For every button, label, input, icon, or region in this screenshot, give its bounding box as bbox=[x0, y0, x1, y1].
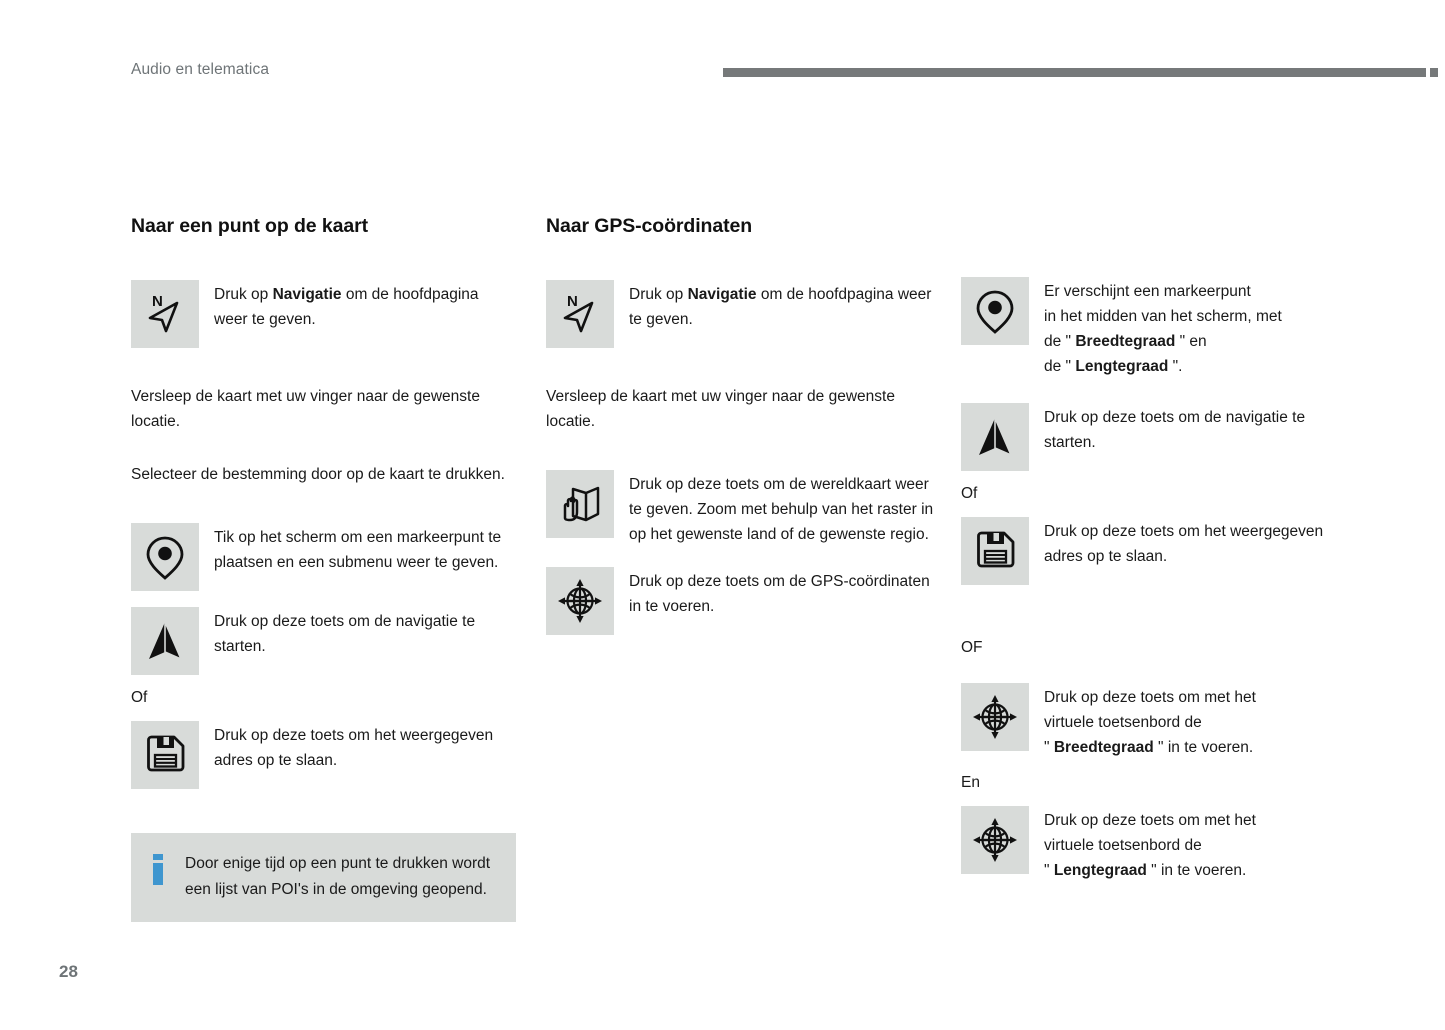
column-1-paragraph-1: Versleep de kaart met uw vinger naar de gewenste locatie. bbox=[131, 388, 480, 430]
text-pre: Druk op bbox=[629, 286, 688, 303]
navigation-arrow-icon[interactable] bbox=[961, 403, 1029, 471]
text-bold: Navigatie bbox=[272, 286, 342, 303]
map-pin-icon[interactable] bbox=[131, 523, 199, 591]
svg-text:N: N bbox=[152, 293, 163, 310]
row-marker-appears-text bbox=[1044, 277, 1282, 379]
column-3-or-label-2: OF bbox=[961, 639, 983, 656]
globe-arrows-icon[interactable] bbox=[961, 806, 1029, 874]
longitude-line-3-bold: Lengtegraad bbox=[1053, 862, 1147, 879]
longitude-line-2: virtuele toetsenbord de bbox=[1044, 837, 1202, 854]
navigation-arrow-icon[interactable] bbox=[131, 607, 199, 675]
marker-line-4 bbox=[1044, 354, 1282, 379]
column-1-paragraph-2: Selecteer de bestemming door op de kaart te drukken. bbox=[131, 466, 505, 483]
latitude-line-1: Druk op deze toets om met het bbox=[1044, 689, 1256, 706]
row-marker-appears bbox=[961, 277, 1361, 379]
row-navigatie-1-text bbox=[214, 280, 516, 332]
marker-line-3-pre: de " bbox=[1044, 333, 1076, 350]
header-rule-bar-tip bbox=[1430, 68, 1438, 77]
row-gps-entry-text: Druk op deze toets om de GPS-coördinaten in te voeren. bbox=[629, 573, 930, 615]
column-gps-coordinates bbox=[546, 215, 946, 635]
column-3-or-label-1: Of bbox=[961, 485, 978, 502]
row-nav-start-1-text: Druk op deze toets om de navigatie te starten. bbox=[214, 613, 476, 655]
marker-line-4-bold: Lengtegraad bbox=[1075, 358, 1169, 375]
column-gps-coordinates-continued bbox=[961, 215, 1361, 883]
latitude-line-3-post: " in te voeren. bbox=[1153, 739, 1254, 756]
text-pre: Druk op bbox=[214, 286, 273, 303]
floppy-save-icon[interactable] bbox=[961, 517, 1029, 585]
row-worldmap-text: Druk op deze toets om de wereldkaart weer te geven. Zoom met behulp van het raster in op het gewenste land of de gewenste regio. bbox=[629, 476, 934, 543]
row-gps-entry bbox=[546, 567, 946, 635]
row-nav-start-1 bbox=[131, 607, 516, 675]
info-callout-box bbox=[131, 833, 516, 922]
text-post: om de hoofdpagina weer te geven. bbox=[214, 286, 479, 328]
row-longitude-entry-text bbox=[1044, 806, 1256, 883]
page-header-title: Audio en telematica bbox=[131, 61, 270, 78]
info-icon bbox=[153, 854, 163, 884]
latitude-line-3-bold: Breedtegraad bbox=[1053, 739, 1154, 756]
row-map-pin-1 bbox=[131, 523, 516, 591]
row-navigatie-2-text bbox=[629, 280, 946, 332]
marker-line-4-post: ". bbox=[1168, 358, 1183, 375]
row-navigatie-1 bbox=[131, 280, 516, 348]
row-latitude-entry bbox=[961, 683, 1361, 760]
floppy-save-icon[interactable] bbox=[131, 721, 199, 789]
row-save-1 bbox=[131, 721, 516, 789]
row-longitude-entry bbox=[961, 806, 1361, 883]
column-3-and-label: En bbox=[961, 774, 980, 791]
marker-line-3-post: " en bbox=[1175, 333, 1207, 350]
marker-line-2: in het midden van het scherm, met bbox=[1044, 308, 1282, 325]
marker-line-4-pre: de " bbox=[1044, 358, 1076, 375]
row-nav-start-3 bbox=[961, 403, 1361, 471]
longitude-line-1: Druk op deze toets om met het bbox=[1044, 812, 1256, 829]
latitude-line-3 bbox=[1044, 735, 1256, 760]
column-1-or-label: Of bbox=[131, 689, 148, 706]
row-navigatie-2 bbox=[546, 280, 946, 348]
marker-line-1: Er verschijnt een markeerpunt bbox=[1044, 283, 1251, 300]
row-save-3-text: Druk op deze toets om het weergegeven adres op te slaan. bbox=[1044, 523, 1324, 565]
info-callout-text: Door enige tijd op een punt te drukken wordt een lijst van POI's in de omgeving geopend. bbox=[185, 855, 491, 898]
text-bold: Navigatie bbox=[687, 286, 757, 303]
latitude-line-2: virtuele toetsenbord de bbox=[1044, 714, 1202, 731]
text-post: om de hoofdpagina weer te geven. bbox=[629, 286, 932, 328]
column-3-heading-spacer bbox=[961, 215, 1361, 277]
row-save-3 bbox=[961, 517, 1361, 585]
row-latitude-entry-text bbox=[1044, 683, 1256, 760]
navigation-compass-n-icon[interactable] bbox=[546, 280, 614, 348]
latitude-line-3-pre: " bbox=[1044, 739, 1054, 756]
header-rule-bar bbox=[723, 68, 1426, 77]
marker-line-3-bold: Breedtegraad bbox=[1075, 333, 1176, 350]
longitude-line-3-pre: " bbox=[1044, 862, 1054, 879]
hand-on-map-icon[interactable] bbox=[546, 470, 614, 538]
column-map-point bbox=[131, 215, 516, 922]
svg-text:N: N bbox=[567, 293, 578, 310]
row-worldmap bbox=[546, 470, 946, 547]
navigation-compass-n-icon[interactable] bbox=[131, 280, 199, 348]
globe-arrows-icon[interactable] bbox=[546, 567, 614, 635]
page-number: 28 bbox=[59, 962, 78, 981]
column-1-heading: Naar een punt op de kaart bbox=[131, 215, 368, 237]
map-pin-icon[interactable] bbox=[961, 277, 1029, 345]
longitude-line-3 bbox=[1044, 858, 1256, 883]
row-save-1-text: Druk op deze toets om het weergegeven adres op te slaan. bbox=[214, 727, 494, 769]
marker-line-3 bbox=[1044, 329, 1282, 354]
longitude-line-3-post: " in te voeren. bbox=[1146, 862, 1247, 879]
globe-arrows-icon[interactable] bbox=[961, 683, 1029, 751]
row-map-pin-1-text: Tik op het scherm om een markeerpunt te plaatsen en een submenu weer te geven. bbox=[214, 529, 502, 571]
row-nav-start-3-text: Druk op deze toets om de navigatie te starten. bbox=[1044, 409, 1306, 451]
column-2-heading: Naar GPS-coördinaten bbox=[546, 215, 753, 237]
column-2-paragraph-1: Versleep de kaart met uw vinger naar de gewenste locatie. bbox=[546, 388, 895, 430]
